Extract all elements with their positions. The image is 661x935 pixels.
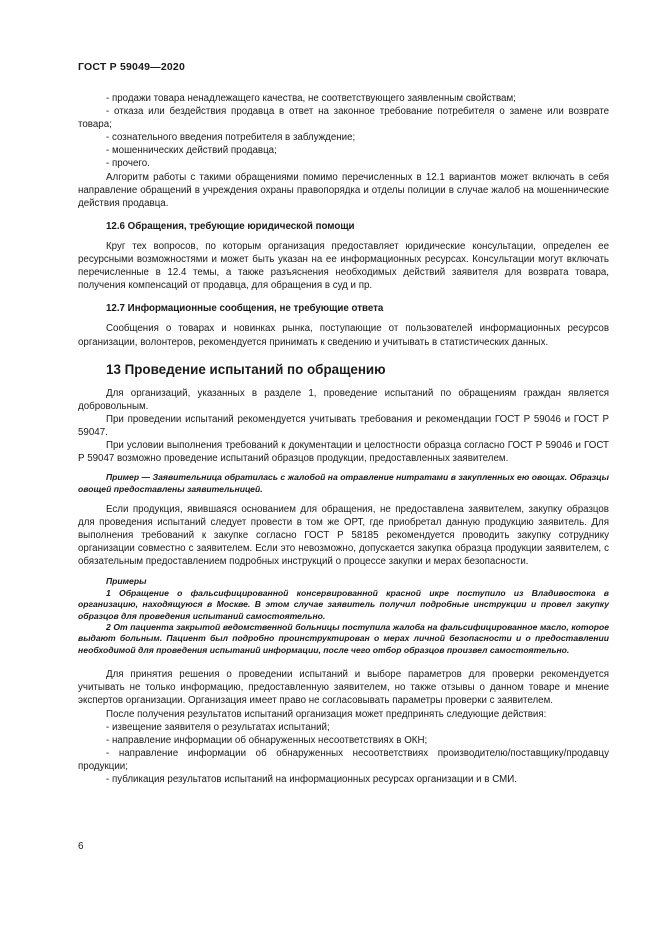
example-item: 1 Обращение о фальсифицированной консервированной красной икре поступило из Владивостока в организацию, находящуюся в Москве. В этом случае заявитель получил подробные инструкции и провел закупку образцов для проведения испытаний самостоятельно. (78, 587, 609, 621)
list-item: - направление информации об обнаруженных несоответствиях производителю/поставщику/продавцу продукции; (78, 747, 609, 772)
section-12-6-title: 12.6 Обращения, требующие юридической помощи (106, 220, 355, 232)
list-item: - мошеннических действий продавца; (106, 145, 277, 157)
section-12-6-text: Круг тех вопросов, по которым организация предоставляет юридические консультации, определен ее ресурсными возможностями и может быть указан на ее информационных ресурсах. Консультации могут включать перечисленные в 12.4 темы, а также разъяснения необходимых действий заявителя для возврата товара, получения компенсаций от продавца, для обращения в суд и пр. (78, 240, 609, 292)
page-number: 6 (78, 841, 84, 852)
section-13-paragraph: После получения результатов испытаний организация может предпринять следующие действия: (106, 708, 547, 720)
paragraph-algorithm: Алгоритм работы с такими обращениями помимо перечисленных в 12.1 вариантов может включать в себя направление обращений в учреждения охраны правопорядка и отделы полиции в случае жалоб на мошеннические действия продавца. (78, 171, 609, 209)
document-header: ГОСТ Р 59049—2020 (78, 61, 186, 73)
section-13-title: 13 Проведение испытаний по обращению (106, 361, 386, 377)
section-13-paragraph: При условии выполнения требований к документации и целостности образца согласно ГОСТ Р 59046 и ГОСТ Р 59047 возможно проведение испытаний образцов продукции, предоставленных заявителем. (78, 439, 609, 465)
list-item: - направление информации об обнаруженных несоответствиях в ОКН; (106, 734, 428, 746)
section-12-7-text: Сообщения о товарах и новинках рынка, поступающие от пользователей информационных ресурсов организации, волонтеров, рекомендуется принимать к сведению и учитывать в статистических данных. (78, 323, 609, 348)
list-item: - сознательного введения потребителя в заблуждение; (106, 132, 356, 144)
list-item: - продажи товара ненадлежащего качества, не соответствующего заявленным свойствам; (106, 93, 516, 104)
document-body (78, 92, 609, 786)
section-12-7-title: 12.7 Информационные сообщения, не требующие ответа (106, 303, 384, 315)
section-13-paragraph: Если продукция, явившаяся основанием для обращения, не предоставлена заявителем, закупку образцов для проведения испытаний следует провести в том же ОРТ, где приобретал данную продукцию заявитель. Для выполнения требований к закупке согласно ГОСТ Р 58185 рекомендуется проводить закупку сотруднику организации совместно с заявителем. Если это невозможно, допускается закупка образца продукции заявителем, с обязательным предоставлением подробных инструкций о процессе закупки и мерах безопасности. (78, 503, 609, 568)
example-item: 2 От пациента закрытой ведомственной больницы поступила жалоба на фальсифицированное масло, которое выдают больным. Пациент был подробно проинструктирован о мерах личной безопасности и о предоставлении необходимой для проведения испытаний информации, после чего отбор образцов произвел самостоятельно. (78, 622, 609, 655)
list-item: - отказа или бездействия продавца в ответ на законное требование потребителя о замене или возврате товара; (78, 106, 609, 131)
list-item: - публикация результатов испытаний на информационных ресурсах организации и в СМИ. (106, 774, 517, 786)
section-13-paragraph: Для организаций, указанных в разделе 1, проведение испытаний по обращениям граждан является добровольным. (78, 387, 609, 412)
examples-title: Примеры (106, 576, 147, 587)
section-13-paragraph: При проведении испытаний рекомендуется учитывать требования и рекомендации ГОСТ Р 59046 и ГОСТ Р 59047. (78, 413, 609, 438)
example-note: Пример — Заявительница обратилась с жалобой на отравление нитратами в закупленных ею овощах. Образцы овощей предоставлены заявительницей. (78, 472, 609, 494)
list-item: - извещение заявителя о результатах испытаний; (106, 721, 330, 733)
list-item: - прочего. (106, 158, 150, 170)
section-13-paragraph: Для принятия решения о проведении испытаний и выборе параметров для проверки рекомендуется учитывать не только информацию, предоставленную заявителем, но также отзывы о данном товаре и мнение экспертов организации. Организация имеет право не согласовывать параметры проверки с заявителем. (78, 669, 609, 707)
